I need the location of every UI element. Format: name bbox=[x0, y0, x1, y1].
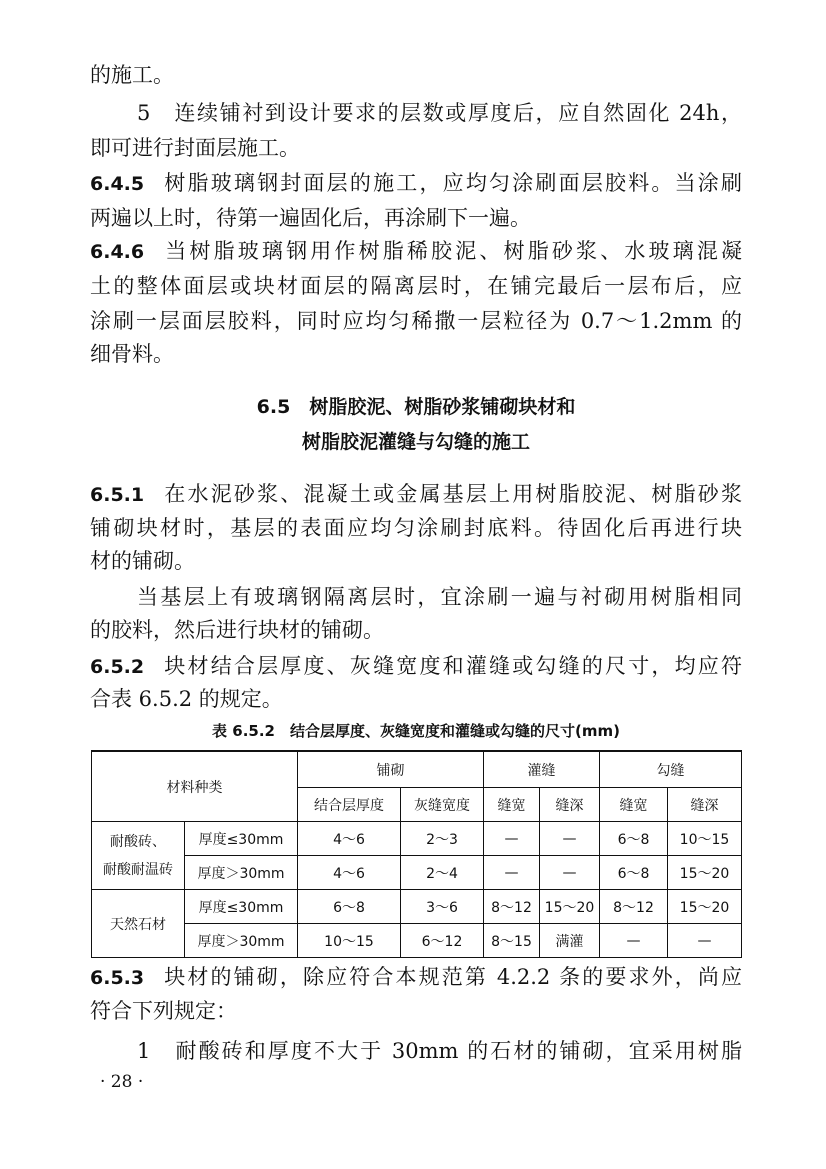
table-cell: 3～6 bbox=[401, 890, 484, 924]
clause-6-4-6: 6.4.6 当树脂玻璃钢用作树脂稀胶泥、树脂砂浆、水玻璃混凝 bbox=[90, 239, 742, 263]
section-title: 树脂胶泥灌缝与勾缝的施工 bbox=[301, 431, 530, 453]
paragraph-line: 的施工。 bbox=[90, 63, 174, 87]
table-cell: 2～3 bbox=[401, 822, 484, 856]
table-cell: 4～6 bbox=[298, 856, 401, 890]
clause-6-4-5: 6.4.5 树脂玻璃钢封面层的施工，应均匀涂刷面层胶料。当涂刷 bbox=[90, 171, 742, 195]
sub-header: 缝深 bbox=[540, 788, 600, 822]
paragraph-line: 铺砌块材时，基层的表面应均匀涂刷封底料。待固化后再进行块 bbox=[90, 516, 742, 540]
table-cell: 6～8 bbox=[600, 822, 668, 856]
material-name: 耐酸砖、 耐酸耐温砖 bbox=[92, 822, 185, 890]
paragraph-line: 细骨料。 bbox=[90, 342, 174, 366]
table-cell: — bbox=[540, 856, 600, 890]
table-row bbox=[92, 924, 742, 958]
table-cell: 满灌 bbox=[540, 924, 600, 958]
paragraph-line: 当基层上有玻璃钢隔离层时，宜涂刷一遍与衬砌用树脂相同 bbox=[137, 585, 742, 609]
table-cell: 15～20 bbox=[540, 890, 600, 924]
table-cell: — bbox=[484, 856, 540, 890]
clause-number: 6.4.6 bbox=[90, 241, 145, 263]
paragraph-line: 1 耐酸砖和厚度不大于 30mm 的石材的铺砌，宜采用树脂 bbox=[137, 1039, 742, 1063]
paragraph-line: 合表 6.5.2 的规定。 bbox=[90, 687, 283, 711]
sub-header: 缝宽 bbox=[484, 788, 540, 822]
spec-table bbox=[91, 750, 742, 958]
condition-cell: 厚度≤30mm bbox=[185, 822, 298, 856]
paragraph-line: 涂刷一层面层胶料，同时应均匀稀撒一层粒径为 0.7～1.2mm 的 bbox=[90, 309, 742, 333]
clause-number: 6.5.1 bbox=[90, 484, 145, 506]
table-cell: — bbox=[540, 822, 600, 856]
paragraph-line: 即可进行封面层施工。 bbox=[90, 136, 300, 160]
sub-header: 缝深 bbox=[668, 788, 742, 822]
clause-number: 6.5.3 bbox=[90, 967, 145, 989]
sub-header: 缝宽 bbox=[600, 788, 668, 822]
clause-6-5-1: 6.5.1 在水泥砂浆、混凝土或金属基层上用树脂胶泥、树脂砂浆 bbox=[90, 482, 742, 506]
table-cell: 10～15 bbox=[298, 924, 401, 958]
paragraph-line: 土的整体面层或块材面层的隔离层时，在铺完最后一层布后，应 bbox=[90, 274, 742, 298]
table-cell: — bbox=[600, 924, 668, 958]
table-cell: 8～12 bbox=[600, 890, 668, 924]
table-cell: 2～4 bbox=[401, 856, 484, 890]
table-caption: 表 6.5.2 结合层厚度、灰缝宽度和灌缝或勾缝的尺寸(mm) bbox=[212, 722, 620, 740]
sub-header: 灰缝宽度 bbox=[401, 788, 484, 822]
clause-6-5-3: 6.5.3 块材的铺砌，除应符合本规范第 4.2.2 条的要求外，尚应 bbox=[90, 965, 742, 989]
table-row bbox=[92, 856, 742, 890]
clause-6-5-2: 6.5.2 块材结合层厚度、灰缝宽度和灌缝或勾缝的尺寸，均应符 bbox=[90, 654, 742, 678]
table-cell: 15～20 bbox=[668, 856, 742, 890]
table-cell: 4～6 bbox=[298, 822, 401, 856]
header-pointing: 勾缝 bbox=[600, 751, 742, 788]
condition-cell: 厚度＞30mm bbox=[185, 924, 298, 958]
table-cell: 6～8 bbox=[600, 856, 668, 890]
clause-number: 6.4.5 bbox=[90, 173, 145, 195]
paragraph-line: 材的铺砌。 bbox=[90, 549, 195, 573]
table-row bbox=[92, 822, 742, 856]
material-name: 天然石材 bbox=[92, 890, 185, 958]
sub-header: 结合层厚度 bbox=[298, 788, 401, 822]
header-grouting: 灌缝 bbox=[484, 751, 600, 788]
paragraph-line: 符合下列规定： bbox=[90, 999, 237, 1023]
table-cell: 10～15 bbox=[668, 822, 742, 856]
header-material: 材料种类 bbox=[92, 751, 298, 822]
paragraph-line: 5 连续铺衬到设计要求的层数或厚度后，应自然固化 24h， bbox=[137, 101, 742, 125]
condition-cell: 厚度≤30mm bbox=[185, 890, 298, 924]
header-laying: 铺砌 bbox=[298, 751, 484, 788]
page-number: · 28 · bbox=[100, 1072, 144, 1092]
table-cell: 8～15 bbox=[484, 924, 540, 958]
paragraph-line: 的胶料，然后进行块材的铺砌。 bbox=[90, 618, 384, 642]
table-row bbox=[92, 890, 742, 924]
clause-number: 6.5.2 bbox=[90, 656, 145, 678]
table-cell: 6～12 bbox=[401, 924, 484, 958]
table-cell: — bbox=[484, 822, 540, 856]
table-cell: 8～12 bbox=[484, 890, 540, 924]
condition-cell: 厚度＞30mm bbox=[185, 856, 298, 890]
table-cell: — bbox=[668, 924, 742, 958]
section-title: 6.5 树脂胶泥、树脂砂浆铺砌块材和 bbox=[256, 396, 576, 418]
paragraph-line: 两遍以上时，待第一遍固化后，再涂刷下一遍。 bbox=[90, 206, 531, 230]
table-cell: 6～8 bbox=[298, 890, 401, 924]
table-cell: 15～20 bbox=[668, 890, 742, 924]
